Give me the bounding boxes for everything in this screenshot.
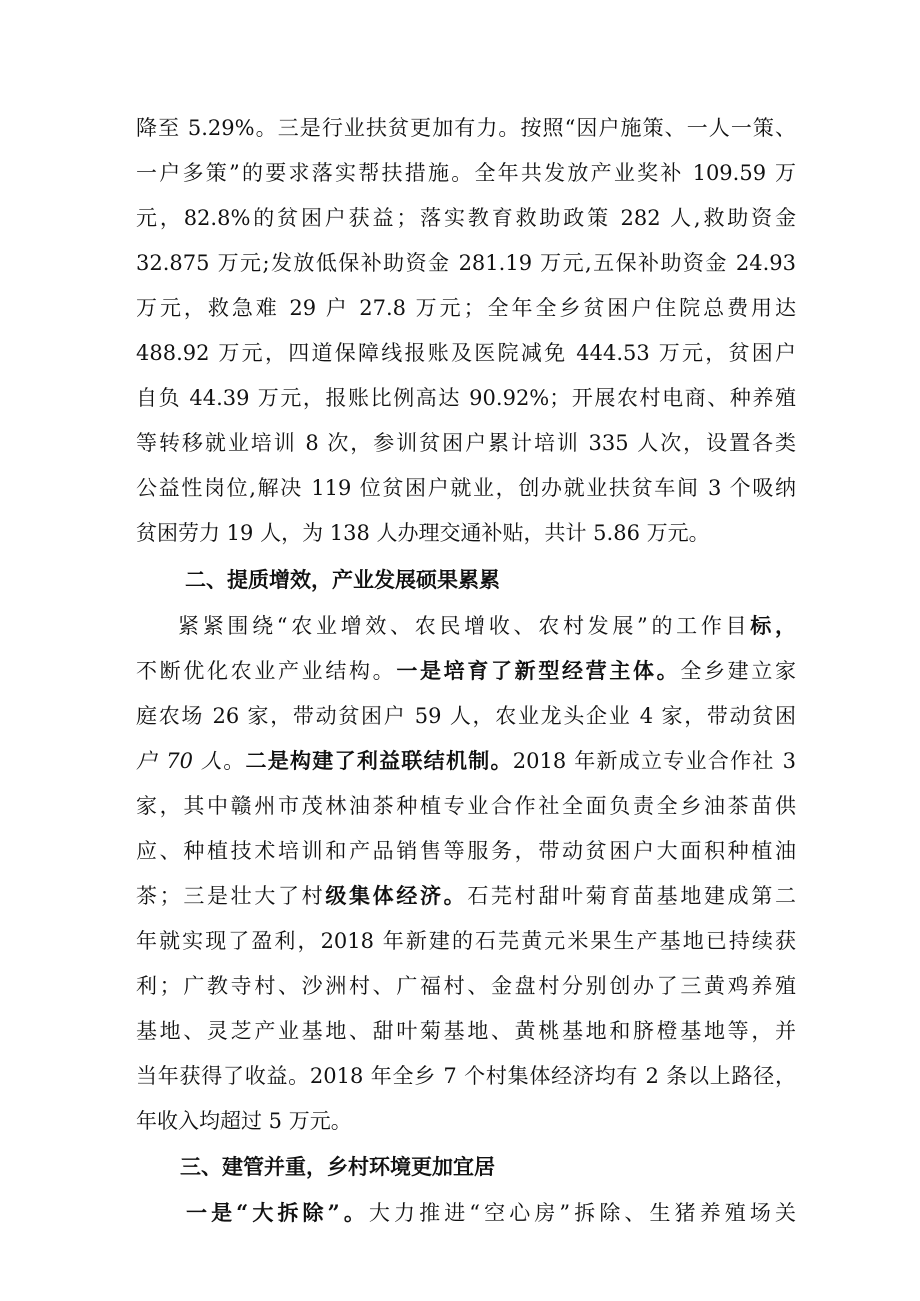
text-line: 不断优化农业产业结构。一是培育了新型经营主体。全乡建立家 [136, 658, 796, 683]
text-line: 户 70 人。二是构建了利益联结机制。2018 年新成立专业合作社 3 [136, 748, 796, 773]
text-line: 茶；三是壮大了村级集体经济。石芫村甜叶菊育苗基地建成第二 [136, 883, 796, 908]
text-line: 488.92 万元，四道保障线报账及医院减免 444.53 万元，贫困户 [136, 341, 796, 365]
text-line: 一是“大拆除”。大力推进“空心房”拆除、生猪养殖场关 [186, 1200, 796, 1225]
section-heading: 二、提质增效，产业发展硕果累累 [185, 567, 500, 592]
text-line: 家，其中赣州市茂林油茶种植专业合作社全面负责全乡油茶苗供 [136, 794, 796, 818]
text-line: 公益性岗位,解决 119 位贫困户就业，创办就业扶贫车间 3 个吸纳 [136, 476, 796, 500]
text-line: 元，82.8%的贫困户获益；落实教育救助政策 282 人,救助资金 [136, 206, 796, 230]
text-line: 应、种植技术培训和产品销售等服务，带动贫困户大面积种植油 [136, 839, 796, 863]
text-line: 基地、灵芝产业基地、甜叶菊基地、黄桃基地和脐橙基地等，并 [136, 1019, 796, 1043]
text-line: 32.875 万元;发放低保补助资金 281.19 万元,五保补助资金 24.93 [136, 251, 796, 275]
text-line: 庭农场 26 家，带动贫困户 59 人，农业龙头企业 4 家，带动贫困 [136, 704, 796, 728]
text-line: 等转移就业培训 8 次，参训贫困户累计培训 335 人次，设置各类 [136, 431, 796, 455]
text-line: 紧紧围绕“农业增效、农民增收、农村发展”的工作目标， [178, 613, 796, 638]
text-line: 自负 44.39 万元，报账比例高达 90.92%；开展农村电商、种养殖 [136, 386, 796, 410]
text-line: 利；广教寺村、沙洲村、广福村、金盘村分别创办了三黄鸡养殖 [136, 974, 796, 998]
text-line: 当年获得了收益。2018 年全乡 7 个村集体经济均有 2 条以上路径， [136, 1064, 796, 1088]
text-line: 年就实现了盈利，2018 年新建的石芫黄元米果生产基地已持续获 [136, 929, 796, 953]
section-heading: 三、建管并重，乡村环境更加宜居 [180, 1154, 495, 1179]
text-line: 年收入均超过 5 万元。 [136, 1109, 352, 1133]
text-line: 一户多策”的要求落实帮扶措施。全年共发放产业奖补 109.59 万 [136, 161, 796, 185]
text-line: 万元，救急难 29 户 27.8 万元；全年全乡贫困户住院总费用达 [136, 296, 796, 320]
text-line: 贫困劳力 19 人，为 138 人办理交通补贴，共计 5.86 万元。 [136, 521, 710, 545]
text-line: 降至 5.29%。三是行业扶贫更加有力。按照“因户施策、一人一策、 [136, 116, 796, 140]
